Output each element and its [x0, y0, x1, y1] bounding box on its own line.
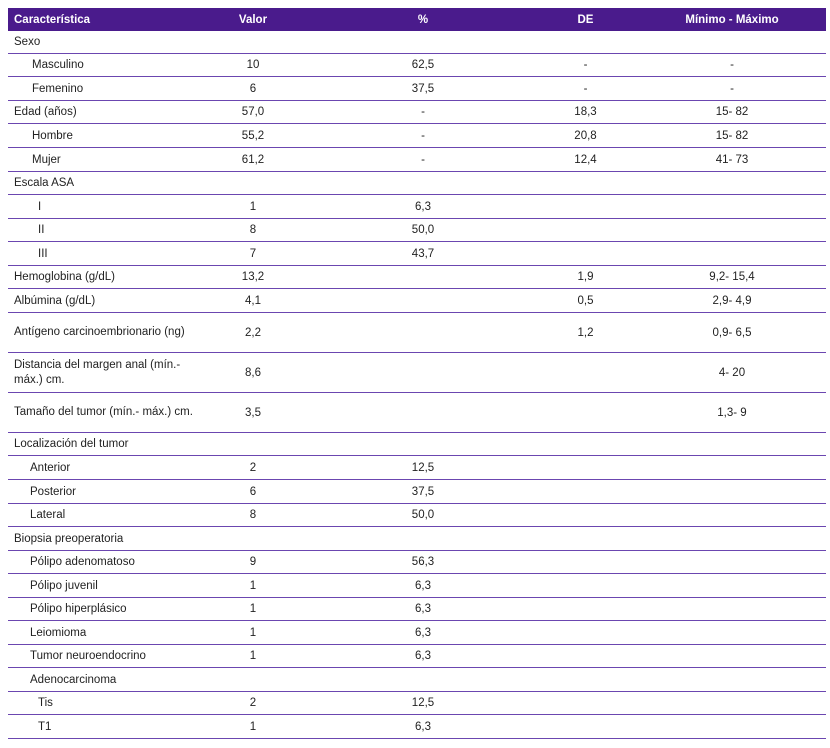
- cell-pct: -: [421, 153, 425, 166]
- cell-valor: 8: [249, 224, 257, 236]
- cell-label: Pólipo juvenil: [30, 579, 98, 592]
- table-row: [8, 433, 826, 456]
- cell-pct: 6,3: [415, 650, 431, 662]
- cell-de: -: [583, 82, 588, 95]
- cell-label: Anterior: [30, 461, 71, 474]
- cell-label: Pólipo adenomatoso: [30, 556, 135, 568]
- cell-valor: 2: [249, 461, 257, 474]
- cell-label: Hombre: [32, 129, 73, 142]
- cell-pct: 37,5: [411, 82, 435, 95]
- table-row: [8, 148, 826, 172]
- cell-valor: 10: [246, 59, 260, 71]
- cell-pct: 6,3: [415, 200, 431, 213]
- cell-label: Tis: [38, 697, 53, 709]
- cell-pct: 62,5: [411, 59, 435, 71]
- cell-label: II: [38, 224, 45, 236]
- cell-de: 1,9: [577, 271, 594, 283]
- table-row: [8, 353, 826, 393]
- cell-range: -: [730, 59, 734, 71]
- header-caracteristica: Característica: [14, 13, 91, 26]
- table-row: [8, 393, 826, 433]
- table-row: [8, 124, 826, 148]
- cell-pct: 12,5: [411, 461, 435, 474]
- cell-range: 15- 82: [715, 106, 749, 118]
- cell-label: Adenocarcinoma: [30, 673, 117, 686]
- cell-label: Tamaño del tumor (mín.- máx.) cm.: [14, 406, 193, 418]
- cell-pct: 43,7: [411, 247, 435, 260]
- table-row: [8, 645, 826, 668]
- cell-valor: 1: [249, 200, 257, 213]
- table-row: [8, 504, 826, 527]
- table-row: [8, 266, 826, 289]
- cell-pct: 12,5: [411, 697, 435, 709]
- table-header: [8, 8, 826, 31]
- table-row: [8, 574, 826, 598]
- cell-range: 1,3- 9: [717, 406, 747, 419]
- cell-pct: 6,3: [415, 603, 431, 615]
- header-range: Mínimo - Máximo: [685, 13, 779, 26]
- cell-valor: 6: [249, 82, 257, 95]
- table-row: [8, 480, 826, 504]
- cell-range: 41- 73: [715, 153, 749, 166]
- cell-pct: 6,3: [415, 626, 431, 639]
- table-row: [8, 101, 826, 124]
- table-row: [8, 219, 826, 242]
- cell-label: Leiomioma: [30, 626, 87, 639]
- cell-label: I: [38, 200, 42, 213]
- cell-label: Pólipo hiperplásico: [30, 603, 127, 615]
- table-row: [8, 551, 826, 574]
- cell-valor: 7: [249, 247, 257, 260]
- cell-pct: 6,3: [415, 720, 431, 733]
- table-row: [8, 54, 826, 77]
- cell-label: Hemoglobina (g/dL): [14, 271, 116, 283]
- table-row: [8, 715, 826, 739]
- header-pct: %: [417, 13, 429, 26]
- table-row: [8, 668, 826, 692]
- cell-range: 4- 20: [718, 366, 746, 379]
- cell-valor: 13,2: [241, 271, 265, 283]
- cell-de: 0,5: [577, 294, 594, 307]
- table-body: [8, 31, 826, 739]
- cell-de: 20,8: [574, 129, 597, 142]
- table-row: [8, 77, 826, 101]
- cell-pct: -: [421, 106, 425, 118]
- cell-de: 18,3: [574, 106, 597, 118]
- table-row: [8, 195, 826, 219]
- table-row: [8, 692, 826, 715]
- cell-range: 15- 82: [715, 129, 749, 142]
- table-row: [8, 242, 826, 266]
- table-row: [8, 313, 826, 353]
- cell-pct: 6,3: [415, 579, 431, 592]
- cell-range: 2,9- 4,9: [712, 294, 752, 307]
- cell-label: Localización del tumor: [14, 438, 129, 450]
- cell-label: Escala ASA: [14, 177, 75, 189]
- cell-label: III: [38, 247, 48, 260]
- cell-de: 12,4: [574, 153, 597, 166]
- cell-label: Distancia del margen anal (mín.- máx.) cm.: [14, 358, 181, 386]
- cell-valor: 9: [249, 556, 257, 568]
- table-row: [8, 31, 826, 54]
- cell-pct: 37,5: [411, 485, 435, 498]
- table-row: [8, 621, 826, 645]
- cell-pct: 50,0: [411, 224, 435, 236]
- cell-valor: 6: [249, 485, 257, 498]
- header-de: DE: [577, 13, 594, 26]
- table-row: [8, 172, 826, 195]
- cell-de: 1,2: [577, 326, 594, 339]
- cell-valor: 8,6: [245, 366, 261, 379]
- cell-valor: 1: [249, 650, 257, 662]
- cell-label: Mujer: [32, 153, 61, 166]
- cell-label: Lateral: [30, 509, 66, 521]
- characteristics-table: [8, 8, 826, 739]
- cell-label: Femenino: [32, 82, 84, 95]
- cell-valor: 2,2: [245, 326, 261, 339]
- cell-range: 0,9- 6,5: [712, 326, 752, 339]
- cell-pct: 56,3: [411, 556, 435, 568]
- cell-valor: 2: [249, 697, 257, 709]
- cell-valor: 1: [249, 579, 257, 592]
- cell-label: Masculino: [32, 59, 84, 71]
- cell-valor: 1: [249, 626, 257, 639]
- cell-label: Biopsia preoperatoria: [14, 532, 124, 545]
- cell-pct: 50,0: [411, 509, 435, 521]
- cell-de: -: [583, 59, 588, 71]
- cell-range: -: [730, 82, 734, 95]
- cell-label: Albúmina (g/dL): [14, 294, 96, 307]
- cell-label: Posterior: [30, 485, 77, 498]
- cell-pct: -: [421, 129, 425, 142]
- cell-valor: 55,2: [241, 129, 265, 142]
- cell-label: T1: [38, 720, 52, 733]
- cell-valor: 1: [249, 720, 257, 733]
- cell-valor: 4,1: [245, 294, 261, 307]
- cell-label: Edad (años): [14, 106, 77, 118]
- cell-valor: 61,2: [241, 153, 265, 166]
- cell-valor: 57,0: [241, 106, 265, 118]
- cell-label: Antígeno carcinoembrionario (ng): [14, 326, 185, 338]
- cell-range: 9,2- 15,4: [709, 271, 755, 283]
- table-row: [8, 598, 826, 621]
- cell-valor: 1: [249, 603, 257, 615]
- table-row: [8, 527, 826, 551]
- cell-valor: 3,5: [245, 406, 261, 419]
- table-row: [8, 456, 826, 480]
- header-valor: Valor: [238, 13, 268, 26]
- cell-label: Tumor neuroendocrino: [30, 650, 146, 662]
- cell-label: Sexo: [14, 36, 41, 48]
- table-row: [8, 289, 826, 313]
- cell-valor: 8: [249, 509, 257, 521]
